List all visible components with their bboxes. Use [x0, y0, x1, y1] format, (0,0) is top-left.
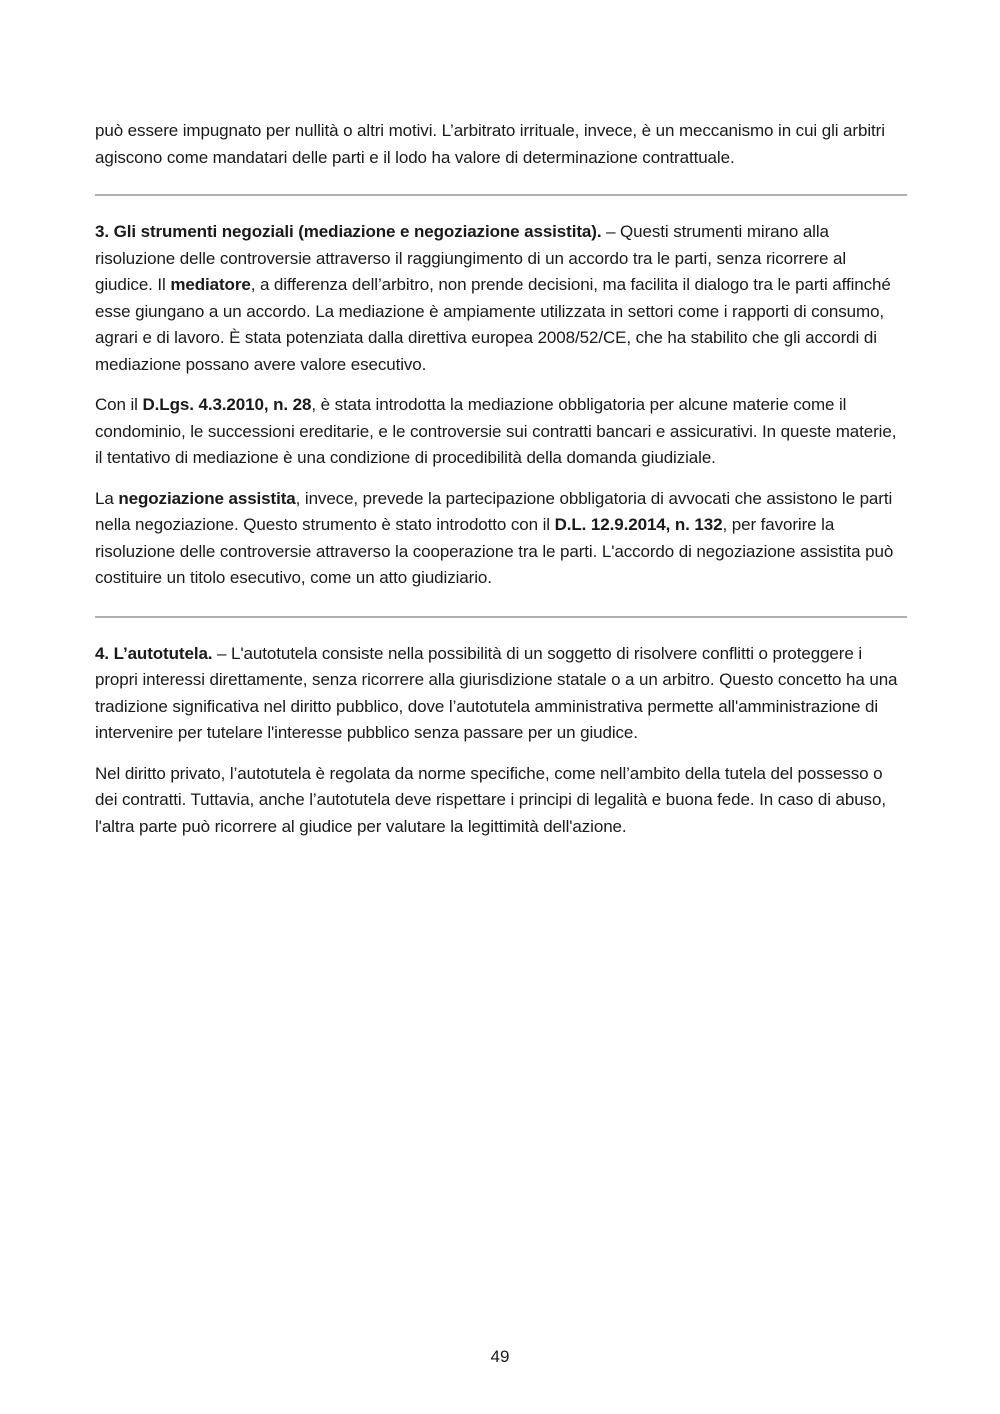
section-3-p2-text-a: Con il [95, 395, 143, 414]
section-divider-2 [95, 616, 907, 618]
section-3-p3-bold-decree: D.L. 12.9.2014, n. 132 [554, 515, 723, 534]
section-4-heading: 4. L’autotutela. [95, 643, 213, 663]
section-3-paragraph-2 [95, 392, 907, 472]
document-page-body [95, 118, 907, 840]
section-3-p3-text-c: , per favorire la risoluzione delle controversie attraverso la cooperazione tra le parti. L'accordo di negoziazione assistita può costituire un titolo esecutivo, come un atto giudiziario. [95, 515, 894, 587]
intro-paragraph: può essere impugnato per nullità o altri motivi. L’arbitrato irrituale, invece, è un meccanismo in cui gli arbitri agiscono come mandatari delle parti e il lodo ha valore di determinazione contrattuale. [95, 121, 885, 167]
section-3-p1-text-b: , a differenza dell’arbitro, non prende decisioni, ma facilita il dialogo tra le parti affinché esse giungano a un accordo. La mediazione è ampiamente utilizzata in settori come i rapporti di consumo, agrari e di lavoro. È stata potenziata dalla direttiva europea 2008/52/CE, che ha stabilito che gli accordi di mediazione possano avere valore esecutivo. [95, 275, 891, 374]
section-3-p1-text-a: – Questi strumenti mirano alla risoluzione delle controversie attraverso il raggiungimento di un accordo tra le parti, senza ricorrere al giudice. Il [95, 222, 846, 294]
section-3-p3-text-a: La [95, 488, 119, 508]
section-3-p2-text-b: , è stata introdotta la mediazione obbligatoria per alcune materie come il condominio, le successioni ereditarie, e le controversie sui contratti bancari e assicurativi. In queste materie, il tentativo di mediazione è una condizione di procedibilità della domanda giudiziale. [95, 395, 897, 467]
section-4-p1-text: – L'autotutela consiste nella possibilità di un soggetto di risolvere conflitti o proteggere i propri interessi direttamente, senza ricorrere alla giurisdizione statale o a un arbitro. Questo concetto ha una tradizione significativa nel diritto pubblico, dove l’autotutela amministrativa permette all'amministrazione di intervenire per tutelare l'interesse pubblico senza passare per un giudice. [95, 643, 898, 742]
section-3-p3-bold-term: negoziazione assistita [118, 488, 296, 508]
section-4-paragraph-1 [95, 641, 907, 747]
section-divider-1 [95, 194, 907, 196]
section-3-p1-bold-mediatore: mediatore [170, 275, 251, 294]
section-3-p2-bold-decree: D.Lgs. 4.3.2010, n. 28 [142, 395, 312, 414]
section-3-paragraph-1 [95, 219, 907, 378]
section-3-paragraph-3 [95, 486, 907, 592]
page-number: 49 [490, 1347, 510, 1366]
section-3-p3-text-b: , invece, prevede la partecipazione obbligatoria di avvocati che assistono le parti nella negoziazione. Questo strumento è stato introdotto con il [95, 488, 893, 534]
section-4-paragraph-2: Nel diritto privato, l’autotutela è regolata da norme specifiche, come nell’ambito della tutela del possesso o dei contratti. Tuttavia, anche l’autotutela deve rispettare i principi di legalità e buona fede. In caso di abuso, l'altra parte può ricorrere al giudice per valutare la legittimità dell'azione. [95, 763, 886, 836]
section-3-heading: 3. Gli strumenti negoziali (mediazione e negoziazione assistita). [95, 222, 602, 241]
